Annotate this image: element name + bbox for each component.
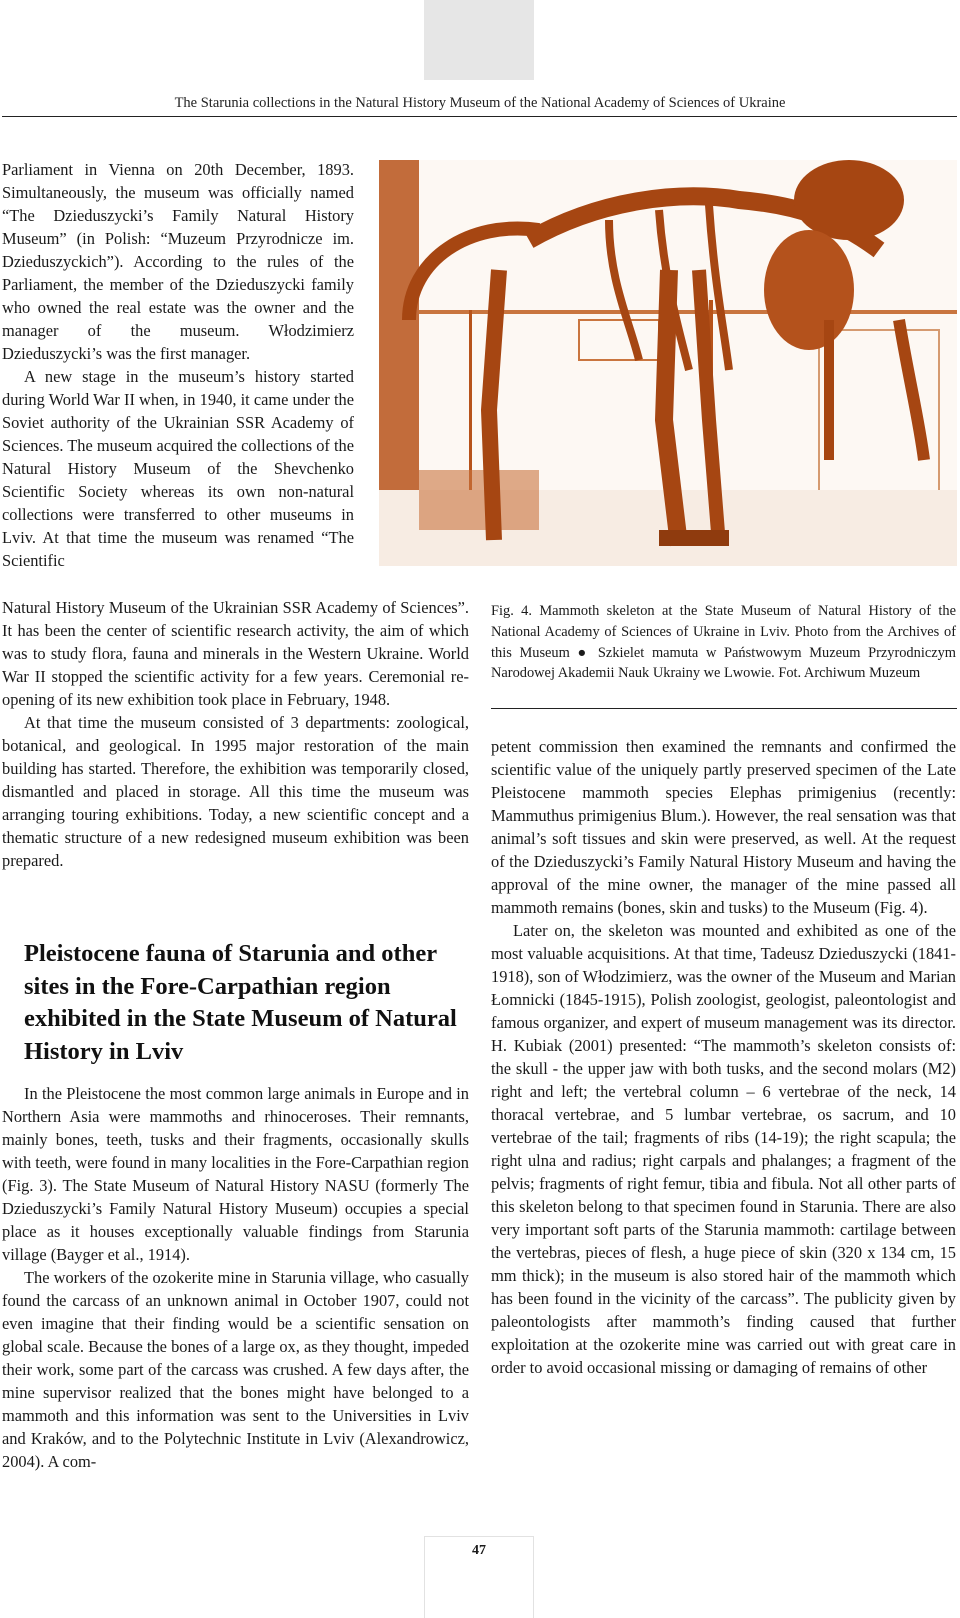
left-column-middle: [2, 596, 469, 872]
paragraph-museum-renamed: Natural History Museum of the Ukrainian SSR Academy of Sciences”. It has been the center of scientific research activity, the aim of which was to study flora, fauna and minerals in the Western Ukraine. World War II stopped the scientific activity for a few years. Ceremonial re-opening of its new exhibition took place in February, 1948.: [2, 598, 469, 709]
paragraph-commission: petent commission then examined the remnants and confirmed the scientific value of the uniquely partly preserved specimen of the Late Pleistocene mammoth species Elephas primigenius (recently: Mammuthus primigenius Blum.). However, the real sensation was that animal’s soft tissues and skin were preserved, as well. At the request of the Dzieduszycki’s Family Natural History Museum and having the approval of the mine owner, the manager of the mine passed all mammoth remains (bones, skin and tusks) to the Museum (Fig. 4).: [491, 737, 956, 917]
header-rule: [2, 116, 957, 117]
paragraph-museum-history-start: A new stage in the museum’s history started during World War II when, in 1940, it came under the Soviet authority of the Ukrainian SSR Academy of Sciences. The museum acquired the collections of the Natural History Museum of the Shevchenko Scientific Society whereas its own non-natural collections were transferred to other museums in Lviv. At that time the museum was renamed “The Scientific: [2, 367, 354, 570]
right-column: [491, 735, 956, 1379]
mammoth-skeleton-photo: [379, 160, 957, 566]
left-column-bottom: [2, 1082, 469, 1473]
left-column-top: [2, 158, 354, 572]
paragraph-skeleton-mounted: Later on, the skeleton was mounted and exhibited as one of the most valuable acquisitions. At that time, Tadeusz Dzieduszycki (1841-1918), son of Włodzimierz, was the owner of the Museum and Marian Łomnicki (1845-1915), Polish zoologist, geologist, paleontologist and famous organizer, and expert of museum management was its director. H. Kubiak (2001) presented: “The mammoth’s skeleton consists of: the skull - the upper jaw with both tusks, and the second molars (M2) right and left; the vertebral column – 6 vertebrae of the neck, 14 thoracal vertebrae, and 5 lumbar vertebrae, os sacrum, and 10 vertebrae of the tail; fragments of ribs (14-19); the right scapula; the right ulna and radius; right carpals and phalanges; a fragment of the pelvis; fragments of right femur, tibia and fibula. Not all other parts of this skeleton belong to that specimen found in Starunia. There are also very important soft parts of the Starunia mammoth: cartilage between the vertebras, pieces of flesh, a huge piece of skin (320 x 134 cm, 15 mm thick); in the museum is also stored hair of the mammoth which has been found in the vicinity of the carcass”. The publicity given by paleontologists after mammoth’s finding caused that further exploitation at the ozokerite mine was carried out with great care in order to avoid occasional missing or damaging of remains of other: [491, 921, 956, 1377]
page-tab-top: [424, 0, 534, 80]
caption-rule: [491, 708, 957, 709]
paragraph-ozokerite-mine: The workers of the ozokerite mine in Starunia village, who casually found the carcass of an unknown animal in October 1907, could not even imagine that their finding would be a scientific sensation on global scale. Because the bones of a large ox, as they thought, impeded their work, some part of the carcass was crushed. A few days after, the mine supervisor realized that the bones might have belonged to a mammoth and this information was sent to the Universities in Lviv and Kraków, and to the Polytechnic Institute in Lviv (Alexandrowicz, 2004). A com-: [2, 1268, 469, 1471]
section-heading: Pleistocene fauna of Starunia and other sites in the Fore-Carpathian region exhibited in the State Museum of Natural History in Lviv: [24, 940, 457, 1065]
paragraph-pleistocene-fauna: In the Pleistocene the most common large animals in Europe and in Northern Asia were mammoths and rhinoceroses. Their remnants, mainly bones, teeth, tusks and their fragments, occasionally skulls with teeth, were found in many localities in the Fore-Carpathian region (Fig. 3). The State Museum of Natural History NASU (formerly The Dzieduszycki’s Family Natural History Museum) occupies a special place as it houses exceptionally valuable findings from Starunia village (Bayger et al., 1914).: [2, 1084, 469, 1264]
mammoth-skeleton-image: [379, 160, 957, 566]
running-header: The Starunia collections in the Natural History Museum of the National Academy of Sciences of Ukraine: [174, 95, 786, 111]
figure-caption: Fig. 4. Mammoth skeleton at the State Museum of Natural History of the National Academy of Sciences of Ukraine in Lviv. Photo from the Archives of this Museum ● Szkielet mamuta w Państwowym Muzeum Przyrodniczym Narodowej Akademii Nauk Ukrainy we Lwowie. Fot. Archiwum Muzeum: [491, 603, 956, 682]
page-number: 47: [472, 1543, 486, 1558]
paragraph-departments: At that time the museum consisted of 3 departments: zoological, botanical, and geological. In 1995 major restoration of the main building has started. Therefore, the exhibition was temporarily closed, dismantled and placed in storage. All this time the museum was arranging touring exhibitions. Today, a new scientific concept and a thematic structure of a new redesigned museum exhibition was been prepared.: [2, 713, 469, 870]
intro-paragraph: Parliament in Vienna on 20th December, 1893. Simultaneously, the museum was officially named “The Dzieduszycki’s Family Natural History Museum” (in Polish: “Muzeum Przyrodnicze im. Dzieduszyckich”). According to the rules of the Parliament, the member of the Dzieduszycki family who owned the real estate was the owner and the manager of the museum. Włodzimierz Dzieduszycki’s was the first manager.: [2, 160, 354, 363]
